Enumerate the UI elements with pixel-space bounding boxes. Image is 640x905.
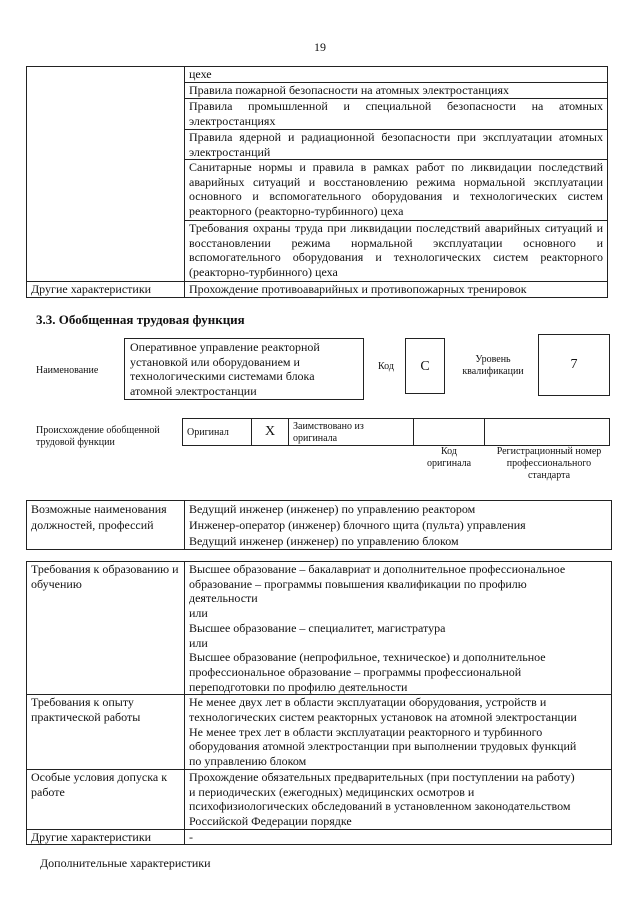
table-cell: Санитарные нормы и правила в рамках работ по ликвидации последствий аварийных ситуаций и восстановлению режима нормальной эксплуатации основного и вспомогательного оборудования и технологических систем реакторного (реакторно-турбинного) цеха xyxy=(185,160,608,221)
text-line: технологических систем реакторных установок на атомной электростанции xyxy=(189,710,577,725)
table-cell: Правила промышленной и специальной безопасности на атомных электростанциях xyxy=(185,99,608,130)
level-label: Уровень квалификации xyxy=(462,354,524,377)
table-cell-label: Другие характеристики xyxy=(27,282,185,298)
borrowed-cell: Заимствовано из оригинала xyxy=(288,418,414,446)
text-line: психофизиологических обследований в установленном законодательством xyxy=(189,799,571,814)
possible-names-list xyxy=(185,501,612,550)
table-row xyxy=(27,67,608,83)
page-number: 19 xyxy=(314,40,326,54)
possible-name-item: Инженер-оператор (инженер) блочного щита (пульта) управления xyxy=(189,518,526,532)
table-row xyxy=(27,562,612,695)
other-characteristics-label: Другие характеристики xyxy=(27,829,185,845)
table-cell: Правила ядерной и радиационной безопасности при эксплуатации атомных электростанций xyxy=(185,130,608,160)
table-cell: Правила пожарной безопасности на атомных электростанциях xyxy=(185,83,608,99)
text-line: и периодических (ежегодных) медицинских осмотров и xyxy=(189,784,475,799)
code-original-cell xyxy=(413,418,485,446)
text-line: оборудования атомной электростанции при выполнении трудовых функций xyxy=(189,739,577,754)
code-label: Код xyxy=(378,361,394,372)
level-box: 7 xyxy=(538,334,610,396)
text-line: по управлению блоком xyxy=(189,754,307,769)
text-line: Российской Федерации порядке xyxy=(189,813,352,828)
possible-names-label: Возможные наименования должностей, профессий xyxy=(27,501,185,550)
possible-name-item: Ведущий инженер (инженер) по управлению реактором xyxy=(189,502,476,516)
experience-cell xyxy=(185,695,612,770)
code-original-label: Код оригинала xyxy=(426,446,472,469)
section-title: 3.3. Обобщенная трудовая функция xyxy=(36,312,245,327)
name-label: Наименование xyxy=(36,365,99,376)
function-name-box: Оперативное управление реакторной установкой или оборудованием и технологическими системами блока атомной электростанции xyxy=(124,338,364,400)
table-row xyxy=(27,829,612,845)
reg-number-label: Регистрационный номер профессионального стандарта xyxy=(496,446,602,481)
text-line: Высшее образование (непрофильное, техническое) и дополнительное xyxy=(189,650,546,665)
special-conditions-label: Особые условия допуска к работе xyxy=(27,769,185,829)
requirements-table xyxy=(26,561,612,845)
original-cell: Оригинал xyxy=(182,418,252,446)
possible-name-item: Ведущий инженер (инженер) по управлению блоком xyxy=(189,534,459,548)
possible-names-table xyxy=(26,500,612,550)
code-box: C xyxy=(405,338,445,394)
education-cell xyxy=(185,562,612,695)
text-line: деятельности xyxy=(189,591,258,606)
table-row xyxy=(27,769,612,829)
other-characteristics-value: - xyxy=(185,829,612,845)
table-cell: цехе xyxy=(185,67,608,83)
text-line: Прохождение обязательных предварительных (при поступлении на работу) xyxy=(189,769,575,784)
experience-label: Требования к опыту практической работы xyxy=(27,695,185,770)
knowledge-table xyxy=(26,66,608,298)
special-conditions-cell xyxy=(185,769,612,829)
text-line: Не менее трех лет в области эксплуатации реакторного и турбинного xyxy=(189,724,543,739)
text-line: образование – программы повышения квалификации по профилю xyxy=(189,576,527,591)
text-line: или xyxy=(189,606,208,621)
education-label: Требования к образованию и обучению xyxy=(27,562,185,695)
origin-label: Происхождение обобщенной трудовой функции xyxy=(36,425,160,448)
original-mark: X xyxy=(251,418,289,446)
table-row xyxy=(27,501,612,550)
table-cell-empty xyxy=(27,67,185,282)
table-cell: Требования охраны труда при ликвидации последствий аварийных ситуаций и восстановлении режима нормальной эксплуатации основного и вспомогательного оборудования и технологических систем реакторного (реакторно-турбинного) цеха xyxy=(185,221,608,282)
table-row xyxy=(27,695,612,770)
reg-number-cell xyxy=(484,418,610,446)
text-line: Не менее двух лет в области эксплуатации оборудования, устройств и xyxy=(189,695,547,710)
text-line: Высшее образование – специалитет, магистратура xyxy=(189,620,446,635)
text-line: или xyxy=(189,635,208,650)
table-cell: Прохождение противоаварийных и противопожарных тренировок xyxy=(185,282,608,298)
text-line: профессиональное образование – программы профессиональной xyxy=(189,664,522,679)
text-line: Высшее образование – бакалавриат и дополнительное профессиональное xyxy=(189,562,566,576)
additional-characteristics-heading: Дополнительные характеристики xyxy=(40,856,211,870)
table-row xyxy=(27,282,608,298)
text-line: переподготовки по профилю деятельности xyxy=(189,679,408,694)
